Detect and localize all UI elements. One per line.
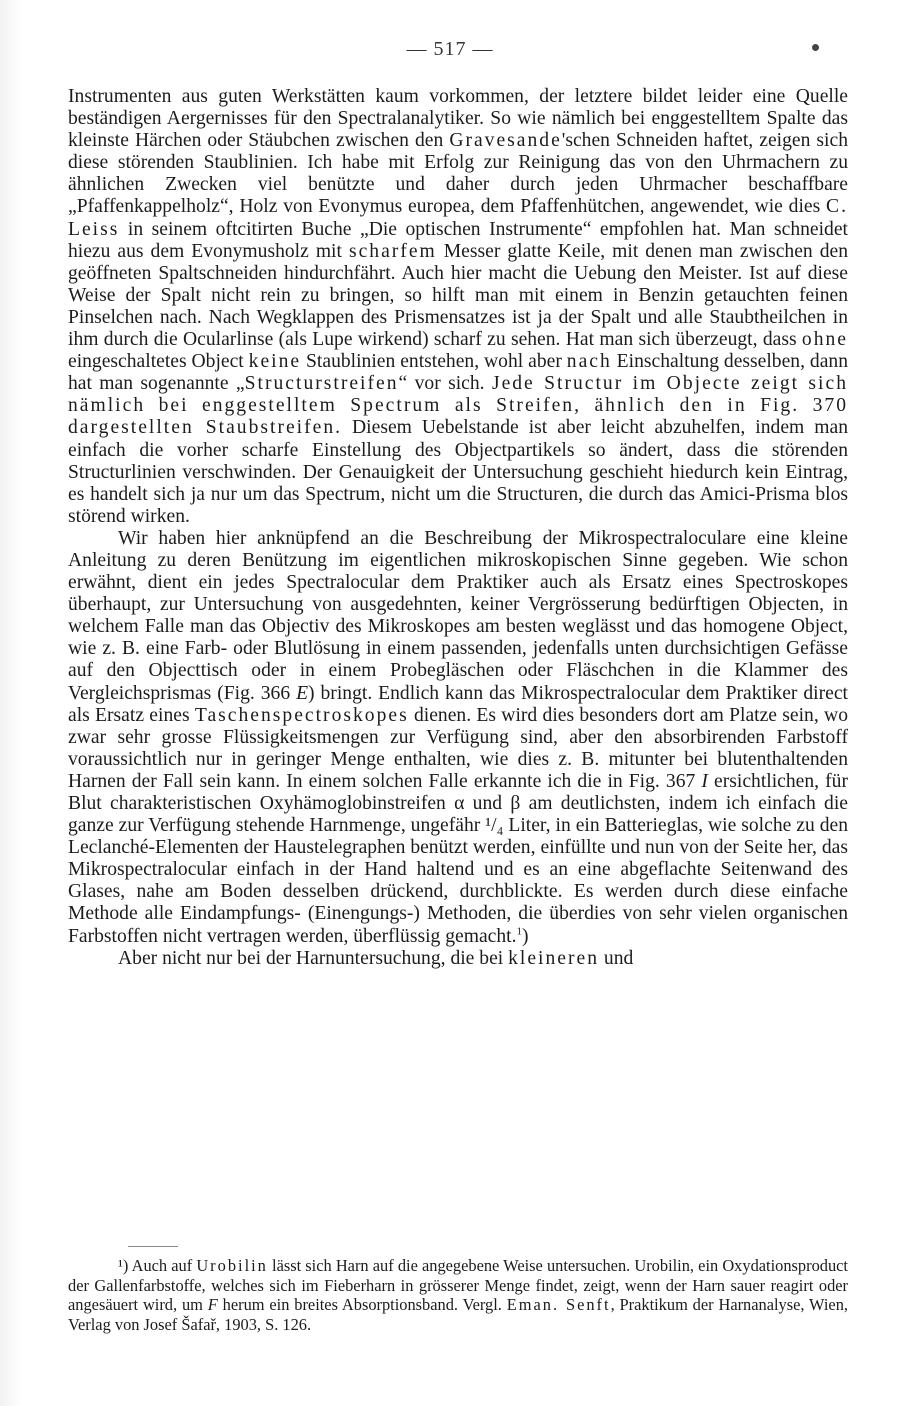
paragraph-1: Instrumenten aus guten Werkstätten kaum vorkommen, der letztere bildet leider eine Quelle beständigen Aergernisses für den Spectralanalytiker. So wie nämlich bei enggestelltem Spalte das kleinste Härchen oder Stäubchen zwischen den Gravesande'schen Schneiden haftet, zeigen sich diese störenden Staublinien. Ich habe mit Erfolg zur Reinigung das von den Uhrmachern zu ähnlichen Zwecken viel benützte und daher durch jeden Uhrmacher beschaffbare „Pfaffenkappelholz“, Holz von Evonymus europea, dem Pfaffenhütchen, angewendet, wie dies C. Leiss in seinem oftcitirten Buche „Die optischen Instrumente“ empfohlen hat. Man schneidet hiezu aus dem Evonymusholz mit scharfem Messer glatte Keile, mit denen man zwischen den geöffneten Spaltschneiden hindurchfährt. Auch hier macht die Uebung den Meister. Ist auf diese Weise der Spalt nicht rein zu bringen, so hilft man mit einem in Benzin getauchten feinen Pinselchen nach. Nach Wegklappen des Prismensatzes ist ja der Spalt und alle Staubtheilchen in ihm durch die Ocularlinse (als Lupe wirkend) scharf zu sehen. Hat man sich überzeugt, dass ohne eingeschaltetes Object keine Staublinien entstehen, wohl aber nach Einschaltung desselben, dann hat man sogenannte „Structurstreifen“ vor sich. Jede Structur im Objecte zeigt sich nämlich bei enggestelltem Spectrum als Streifen, ähnlich den in Fig. 370 dargestellten Staubstreifen. Diesem Uebelstande ist aber leicht abzuhelfen, indem man einfach die vorher scharfe Einstellung des Objectpartikels so ändert, dass die störenden Structurlinien verschwinden. Der Genauigkeit der Untersuchung geschieht hiedurch kein Eintrag, es handelt sich ja nur um das Spectrum, nicht um die Structuren, die durch das Amici-Prisma blos störend wirken. (68, 86, 849, 527)
body-text (68, 86, 848, 970)
footnote-marker: ¹) (118, 1256, 129, 1275)
footnote-1: ¹) Auch auf Urobilin lässt sich Harn auf die angegebene Weise untersuchen. Urobilin, ein Oxydationsproduct der Gallenfarbstoffe, welches sich im Fieberharn in grösserer Menge findet, zeigt, wenn der Harn sauer reagirt oder angesäuert wird, um F herum ein breites Absorptionsband. Vergl. Eman. Senft, Praktikum der Harnanalyse, Wien, Verlag von Josef Šafař, 1903, S. 126. (68, 1256, 848, 1334)
page-dot-mark (812, 44, 819, 51)
footnote-divider (128, 1246, 178, 1247)
scan-edge-shadow (0, 0, 22, 1406)
page-number: — 517 — (406, 38, 494, 60)
footnote (68, 1256, 848, 1334)
emphasized-sentence: Jede Structur im Objecte zeigt sich nämlich bei enggestelltem Spectrum als Streifen, ähnlich den in Fig. 370 dargestellten Staubstreifen. (68, 373, 848, 439)
paragraph-3: Aber nicht nur bei der Harnuntersuchung, die bei kleineren und (118, 947, 634, 969)
paragraph-2: Wir haben hier anknüpfend an die Beschreibung der Mikrospectraloculare eine kleine Anleitung zu deren Benützung im eigentlichen mikroskopischen Sinne gegeben. Wie schon erwähnt, dient ein jedes Spectralocular dem Praktiker auch als Ersatz eines Spectroskopes überhaupt, zur Untersuchung von ausgedehnten, keiner Vergrösserung bedürftigen Objecten, in welchem Falle man das Objectiv des Mikroskopes am besten weglässt und das homogene Object, wie z. B. eine Farb- oder Blutlösung in einem passenden, jedenfalls unten durchsichtigen Gefässe auf den Objecttisch oder in einem Probegläschen oder Fläschchen in die Klammer des Vergleichsprismas (Fig. 366 E) bringt. Endlich kann das Mikrospectralocular dem Praktiker direct als Ersatz eines Taschenspectroskopes dienen. Es wird dies besonders dort am Platze sein, wo zwar sehr grosse Flüssigkeitsmengen zur Verfügung sind, aber den absorbirenden Farbstoff voraussichtlich nur in geringer Menge enthalten, wie dies z. B. mitunter bei blutenthaltenden Harnen der Fall sein kann. In einem solchen Falle erkannte ich die in Fig. 367 I ersichtlichen, für Blut charakteristischen Oxyhämoglobinstreifen α und β am deutlichsten, indem ich einfach die ganze zur Verfügung stehende Harnmenge, ungefähr ¹/₄ Liter, in ein Batterieglas, wie solche zu den Leclanché-Elementen der Haustelegraphen benützt werden, einfüllte und nun von der Seite her, das Mikrospectralocular einfach in der Hand haltend und es an eine abgeflachte Seitenwand des Glases, nahe am Boden desselben drückend, durchblickte. Es werden durch diese einfache Methode alle Eindampfungs- (Einengungs-) Methoden, die überdies von sehr vielen organischen Farbstoffen nicht vertragen werden, überflüssig gemacht.$^1$) (68, 527, 848, 947)
footnote-reference[interactable]: 1 (516, 925, 523, 938)
